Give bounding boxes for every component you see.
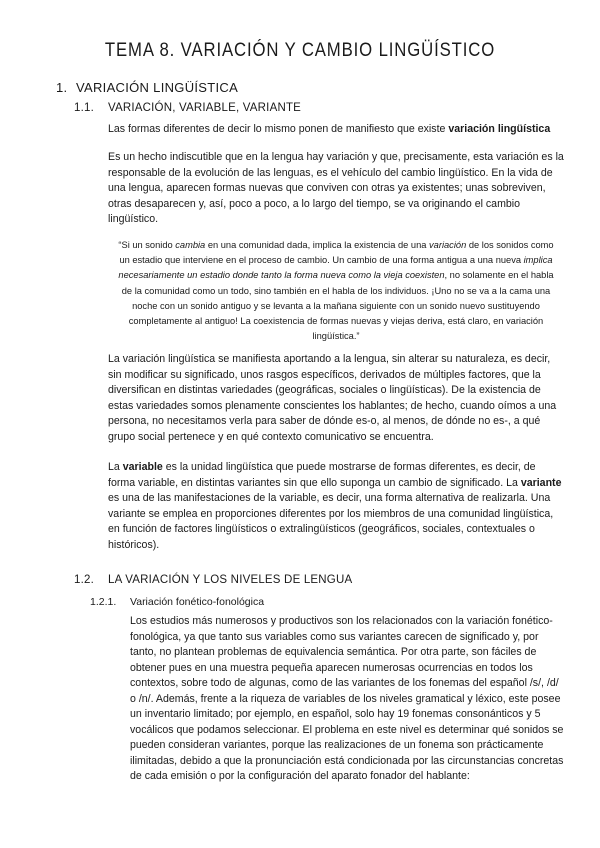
bold-term: variable [122, 461, 163, 473]
paragraph-text: Las formas diferentes de decir lo mismo ponen de manifiesto que existe [108, 123, 449, 135]
paragraph-text: La [108, 461, 123, 473]
paragraph-phonetic: Los estudios más numerosos y productivos son los relacionados con la variación fonético-fonológica, ya que tanto sus variables como sus variantes carecen de significado y, por tanto, no plantean problemas de equivalencia semántica. Por otra parte, son fáciles de obtener pues en una muestra pequeña aparecen numerosas ocurrencias en todos los contextos, sobre todo de algunas, como de las variantes de los fonemas del español /s/, /d/ o /n/. Además, frente a la riqueza de variables de los niveles gramatical y léxico, este posee un inventario limitado; por ejemplo, en español, solo hay 19 fonemas consonánticos y 5 vocálicos que podamos seleccionar. El problema en este nivel es determinar qué sonidos se pueden consideran variantes, porque las realizaciones de un fonema son prácticamente ilimitadas, debido a que la pronunciación está condicionada por las circunstancias concretas de cada emisión o por la configuración del aparato fonador del hablante: [130, 615, 564, 782]
quote-italic: cambia [175, 240, 206, 250]
quote-text: , no solamente en el habla de la comunidad como un todo, sino también en el habla de los individuos. ¡Uno no se va a la cama una noche con un sonido antiguo y se levanta a la mañana siguiente con un sonido nuevo sustituyendo completamente al antiguo! La coexistencia de formas nuevas y viejas deriva, está claro, en variación lingüística.” [121, 270, 554, 342]
section-label: LA VARIACIÓN Y LOS NIVELES DE LENGUA [108, 574, 353, 586]
quote-italic: variación [429, 240, 467, 250]
section-label: VARIACIÓN, VARIABLE, VARIANTE [108, 102, 302, 114]
section-label: VARIACIÓN LINGÜÍSTICA [76, 80, 239, 95]
paragraph-intro [108, 122, 564, 138]
section-number: 1.2. [74, 574, 94, 586]
quote-italic: implica necesariamente un estadio donde tanto la forma nueva como la vieja coexisten [118, 255, 553, 281]
paragraph-variable [108, 460, 564, 553]
blockquote [112, 238, 560, 344]
bold-term: variante [520, 476, 562, 489]
section-label: Variación fonético-fonológica [130, 596, 265, 608]
section-number: 1.2.1. [90, 596, 117, 608]
bold-term: variación lingüística [448, 123, 551, 135]
paragraph-variation: Es un hecho indiscutible que en la lengua hay variación y que, precisamente, esta variación es la responsable de la evolución de las lenguas, es el vehículo del cambio lingüístico. En la vida de una lengua, aparecen formas nuevas que conviven con otras ya existentes; unas sobreviven, otras desaparecen y, así, poco a poco, a lo largo del tiempo, se va originando el cambio lingüístico. [108, 151, 564, 225]
paragraph-text: es la unidad lingüística que puede mostrarse de formas diferentes, es decir, de forma variable, en distintas variantes sin que ello suponga un cambio de significado. La [108, 461, 536, 489]
section-number: 1. [56, 80, 68, 95]
quote-text: en una comunidad dada, implica la existencia de una [205, 240, 430, 250]
section-number: 1.1. [74, 102, 94, 114]
quote-text: “Si un sonido [118, 240, 176, 250]
paragraph-manifestation: La variación lingüística se manifiesta aportando a la lengua, sin alterar su naturaleza, es decir, sin modificar su significado, unos rasgos específicos, derivados de múltiples factores, que la diversifican en distintas variedades (geográficas, sociales o lingüísticas). De la existencia de estas variedades somos plenamente conscientes los hablantes; de hecho, cuando oímos a una persona, no necesitamos verla para saber de dónde es-o, al menos, de dónde no es-, a qué grupo social pertenece y en qué contexto comunicativo se encuentra. [108, 353, 557, 443]
paragraph-text: es una de las manifestaciones de la variable, es decir, una forma alternativa de realizarla. Una variante se emplea en proporciones diferentes por los miembros de una comunidad lingüística, en función de factores lingüísticos o extralingüísticos (geográficos, sociales, contextuales o históricos). [108, 492, 554, 551]
quote-text: de los sonidos como un estadio que interviene en el proceso de cambio. Un cambio de una forma antigua a una nueva [119, 240, 554, 266]
page-title: TEMA 8. VARIACIÓN Y CAMBIO LINGÜÍSTICO [104, 40, 496, 61]
